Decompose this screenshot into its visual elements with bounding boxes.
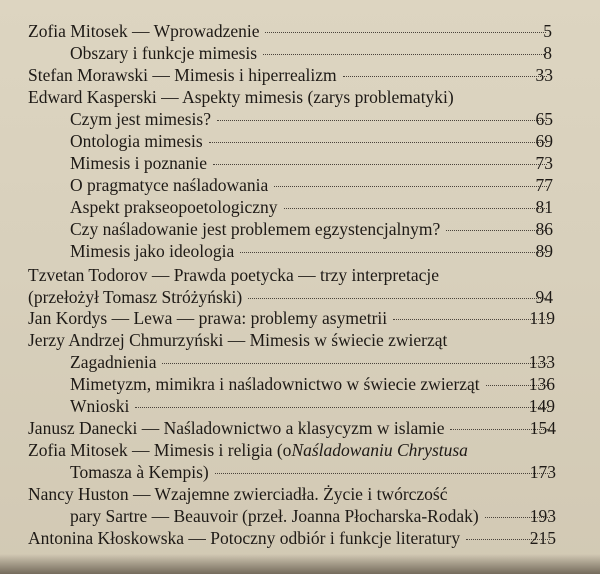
dot-leader	[135, 407, 549, 408]
toc-entry-page: 33	[535, 65, 553, 85]
toc-entry	[28, 86, 553, 108]
toc-entry	[28, 417, 556, 439]
toc-entry-title: Mimesis i poznanie	[70, 153, 208, 173]
toc-entry	[28, 307, 555, 329]
toc-entry-page: 73	[535, 153, 553, 173]
toc-entry-page: 136	[528, 374, 555, 394]
dot-leader	[274, 186, 547, 187]
toc-entry-title: Czym jest mimesis?	[70, 109, 211, 129]
toc-entry	[28, 483, 556, 505]
toc-entry-title: Obszary i funkcje mimesis	[70, 43, 258, 63]
toc-entry-page: 154	[529, 418, 556, 438]
toc-entry-title: Aspekt prakseopoetologiczny	[70, 197, 278, 217]
toc-entry-title: Zofia Mitosek — Mimesis i religia (o	[28, 440, 292, 460]
toc-entry	[70, 42, 552, 64]
toc-entry-title: Zofia Mitosek — Wprowadzenie	[28, 21, 260, 41]
toc-entry	[28, 439, 556, 461]
dot-leader	[393, 319, 549, 320]
toc-entry-title: Jerzy Andrzej Chmurzyński — Mimesis w świecie zwierząt	[28, 330, 448, 350]
toc-entry-title: Tomasza à Kempis)	[70, 462, 209, 482]
toc-entry-title: Edward Kasperski — Aspekty mimesis (zarys problematyki)	[28, 87, 454, 107]
dot-leader	[213, 164, 547, 165]
dot-leader	[215, 473, 550, 474]
dot-leader	[263, 54, 546, 55]
toc-entry	[70, 395, 555, 417]
toc-entry-title: Czy naśladowanie jest problemem egzystencjalnym?	[70, 219, 441, 239]
toc-entry-page: 89	[535, 241, 553, 261]
toc-entry-page: 65	[535, 109, 553, 129]
toc-entry-title: Tzvetan Todorov — Prawda poetycka — trzy interpretacje	[28, 265, 440, 285]
toc-entry-page: 173	[529, 462, 556, 482]
toc-entry-page: 77	[535, 175, 553, 195]
toc-entry	[70, 505, 556, 527]
dot-leader	[343, 76, 547, 77]
toc-entry	[70, 174, 553, 196]
dot-leader	[240, 252, 547, 253]
toc-entry-title: Wnioski	[70, 396, 130, 416]
toc-entry-page: 94	[535, 287, 553, 307]
toc-entry-page: 133	[528, 352, 555, 372]
toc-entry-title: Antonina Kłoskowska — Potoczny odbiór i funkcje literatury	[28, 528, 461, 548]
toc-entry-title-italic: Naśladowaniu Chrystusa	[291, 440, 468, 460]
toc-entry-page: 149	[528, 396, 555, 416]
toc-entry	[70, 240, 553, 262]
toc-entry-title: Stefan Morawski — Mimesis i hiperrealizm	[28, 65, 337, 85]
toc-entry-title: Zagadnienia	[70, 352, 157, 372]
toc-entry-title: Mimetyzm, mimikra i naśladownictwo w świecie zwierząt	[70, 374, 480, 394]
toc-entry-title: Jan Kordys — Lewa — prawa: problemy asymetrii	[28, 308, 388, 328]
toc-entry-title: Mimesis jako ideologia	[70, 241, 235, 261]
toc-entry-page: 8	[543, 43, 552, 63]
dot-leader	[217, 120, 547, 121]
toc-entry	[70, 130, 553, 152]
page-shadow	[0, 554, 600, 574]
toc-entry-title: Janusz Danecki — Naśladownictwo a klasycyzm w islamie	[28, 418, 445, 438]
toc-entry	[70, 196, 553, 218]
toc-entry-page: 215	[529, 528, 556, 548]
dot-leader	[446, 230, 547, 231]
toc-entry-page: 86	[535, 219, 553, 239]
toc-entry-title: pary Sartre — Beauvoir (przeł. Joanna Płocharska-Rodak)	[70, 506, 479, 526]
dot-leader	[284, 208, 547, 209]
toc-entry	[70, 108, 553, 130]
toc-entry	[70, 152, 553, 174]
toc-entry	[28, 20, 552, 42]
toc-entry-title: Nancy Huston — Wzajemne zwierciadła. Życie i twórczość	[28, 484, 448, 504]
toc-entry	[70, 218, 553, 240]
toc-entry-page: 193	[529, 506, 556, 526]
dot-leader	[209, 142, 547, 143]
toc-entry	[28, 286, 553, 308]
toc-entry	[28, 264, 553, 286]
dot-leader	[248, 298, 547, 299]
dot-leader	[162, 363, 549, 364]
toc-entry	[70, 351, 555, 373]
toc-entry	[70, 461, 556, 483]
toc-entry	[28, 329, 555, 351]
toc-entry	[70, 373, 555, 395]
toc-entry-page: 69	[535, 131, 553, 151]
toc-entry	[28, 64, 553, 86]
toc-entry-title: (przełożył Tomasz Stróżyński)	[28, 287, 243, 307]
toc-entry-title: O pragmatyce naśladowania	[70, 175, 269, 195]
dot-leader	[265, 32, 546, 33]
toc-entry-page: 5	[543, 21, 552, 41]
toc-entry-page: 81	[535, 197, 553, 217]
toc-entry-page: 119	[529, 308, 555, 328]
toc-entry-title: Ontologia mimesis	[70, 131, 203, 151]
toc-entry	[28, 527, 556, 549]
